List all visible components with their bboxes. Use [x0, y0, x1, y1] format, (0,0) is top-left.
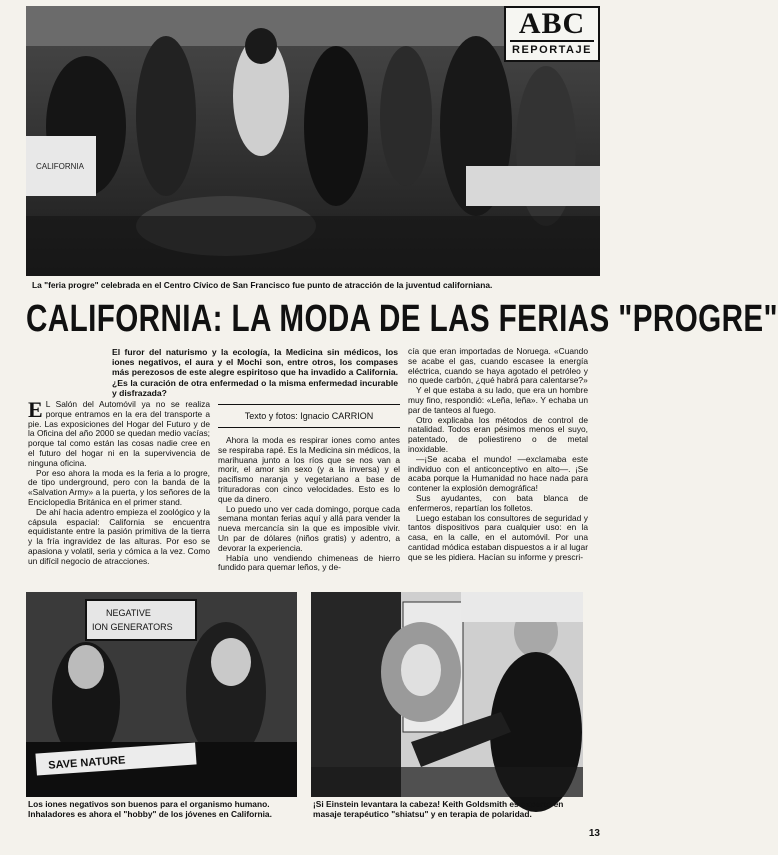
article-byline: Texto y fotos: Ignacio CARRION: [218, 404, 400, 428]
page-number: 13: [588, 828, 600, 839]
paragraph: Y el que estaba a su lado, que era un hombre muy fino, respondió: «Leña, leña». Y echaba un par de tanteos al fuego.: [408, 385, 588, 415]
article-column-2: [218, 436, 400, 573]
caption-top-photo: La "feria progre" celebrada en el Centro Cívico de San Francisco fue punto de atracción de la juventud californiana.: [32, 280, 493, 290]
article-lead: El furor del naturismo y la ecología, la Medicina sin médicos, los iones negativos, el aura y el Mochi son, entre otros, los compases más perezosos de este alegre espiritoso que ha invadido a California. ¿Es la curación de otra enfermedad o la misma enfermedad incurable y disfrazada?: [112, 347, 398, 398]
caption-bottom-left-photo: Los iones negativos son buenos para el organismo humano. Inhaladores es ahora el "hobby" de los jóvenes en California.: [28, 799, 272, 819]
abc-masthead-logo: [504, 6, 600, 62]
paragraph: Lo puedo uno ver cada domingo, porque cada semana montan ferias aquí y allá para vender la nueva mercancía sin la que es imposible vivir. Un par de dólares (niños gratis) y adentro, a devorar la experiencia.: [218, 503, 400, 553]
caption-bottom-right-photo: ¡Si Einstein levantara la cabeza! Keith Goldsmith es experto en masaje terapéutico "shiatsu" y en terapia de polaridad.: [313, 799, 564, 819]
article-headline: CALIFORNIA: LA MODA DE LAS FERIAS "PROGRE": [26, 298, 778, 340]
booth-sign-text: CALIFORNIA: [36, 162, 85, 171]
photo-negative-ions-booth: [26, 592, 297, 797]
paragraph: Otro explicaba los métodos de control de natalidad. Todos eran pésimos menos el suyo, patentado, de poliestireno o de metal inoxidable.: [408, 414, 588, 454]
article-column-1: [28, 397, 210, 567]
sign-line-2: ION GENERATORS: [92, 622, 173, 632]
paragraph: Había uno vendiendo chimeneas de hierro fundido para quemar leños, y de-: [218, 552, 400, 573]
paragraph: De ahí hacia adentro empieza el zoológico y la cápsula espacial: California se encuentra equidistante entre la pasión primitiva de la tierra y la fría ingravidez de las alturas. Por eso se apasiona y volatil, seria y cómica a la vez. Como un difícil negocio de atracciones.: [28, 506, 210, 566]
paragraph: Ahora la moda es respirar iones como antes se respiraba rapé. Es la Medicina sin médicos, la marihuana junto a los ríos que se nos van a morir, el amor sin sexo (y a la inversa) y el pacifismo naranja y vegetariano a base de trituradoras con cinco velocidades. Esto es lo que da dinero.: [218, 435, 401, 504]
paragraph: L Salón del Automóvil ya no se realiza porque entramos en la era del transporte a pie. Las exposiciones del Hogar del Futuro y de la Oficina del año 2000 se quedan medio vacías; porque tal como están las cosas nadie cree en el futuro del hogar ni en la supervivencia de ninguna oficina.: [28, 399, 210, 468]
banner-text: SAVE NATURE: [47, 754, 126, 772]
paragraph: Luego estaban los consultores de seguridad y tantos dispositivos para cualquier uso: en la casa, en la calle, en el automóvil. Por una cantidad módica estaban dispuestos a ir al lugar que se les pidiera. Hacían su informe y prescri-: [408, 512, 588, 562]
sign-line-1: NEGATIVE: [106, 608, 151, 618]
paragraph: —¡Se acaba el mundo! —exclamaba este individuo con el anticonceptivo en alto—. ¡Se acaba porque la Humanidad no hace nada para contener la explosión demográfica!: [408, 453, 588, 494]
dropcap: E: [28, 397, 43, 422]
masthead-section: REPORTAJE: [510, 40, 594, 56]
article-column-3: [408, 347, 588, 563]
masthead-brand: ABC: [518, 7, 586, 40]
paragraph: Sus ayudantes, con bata blanca de enfermeros, repartían los folletos.: [408, 492, 588, 513]
paragraph: Por eso ahora la moda es la feria a lo progre, de tipo underground, pero con la banda de la «Salvation Army» a la puerta, y los señores de la Enciclopedia Británica en el primer stand.: [28, 467, 210, 507]
paragraph: cía que eran importadas de Noruega. «Cuando se acabe el gas, cuando escasee la energía eléctrica, cuando se haya agotado el petróleo y no quede carbón, ¿qué habrá para calentarse?»: [408, 346, 588, 386]
photo-shiatsu-massage: [311, 592, 583, 797]
